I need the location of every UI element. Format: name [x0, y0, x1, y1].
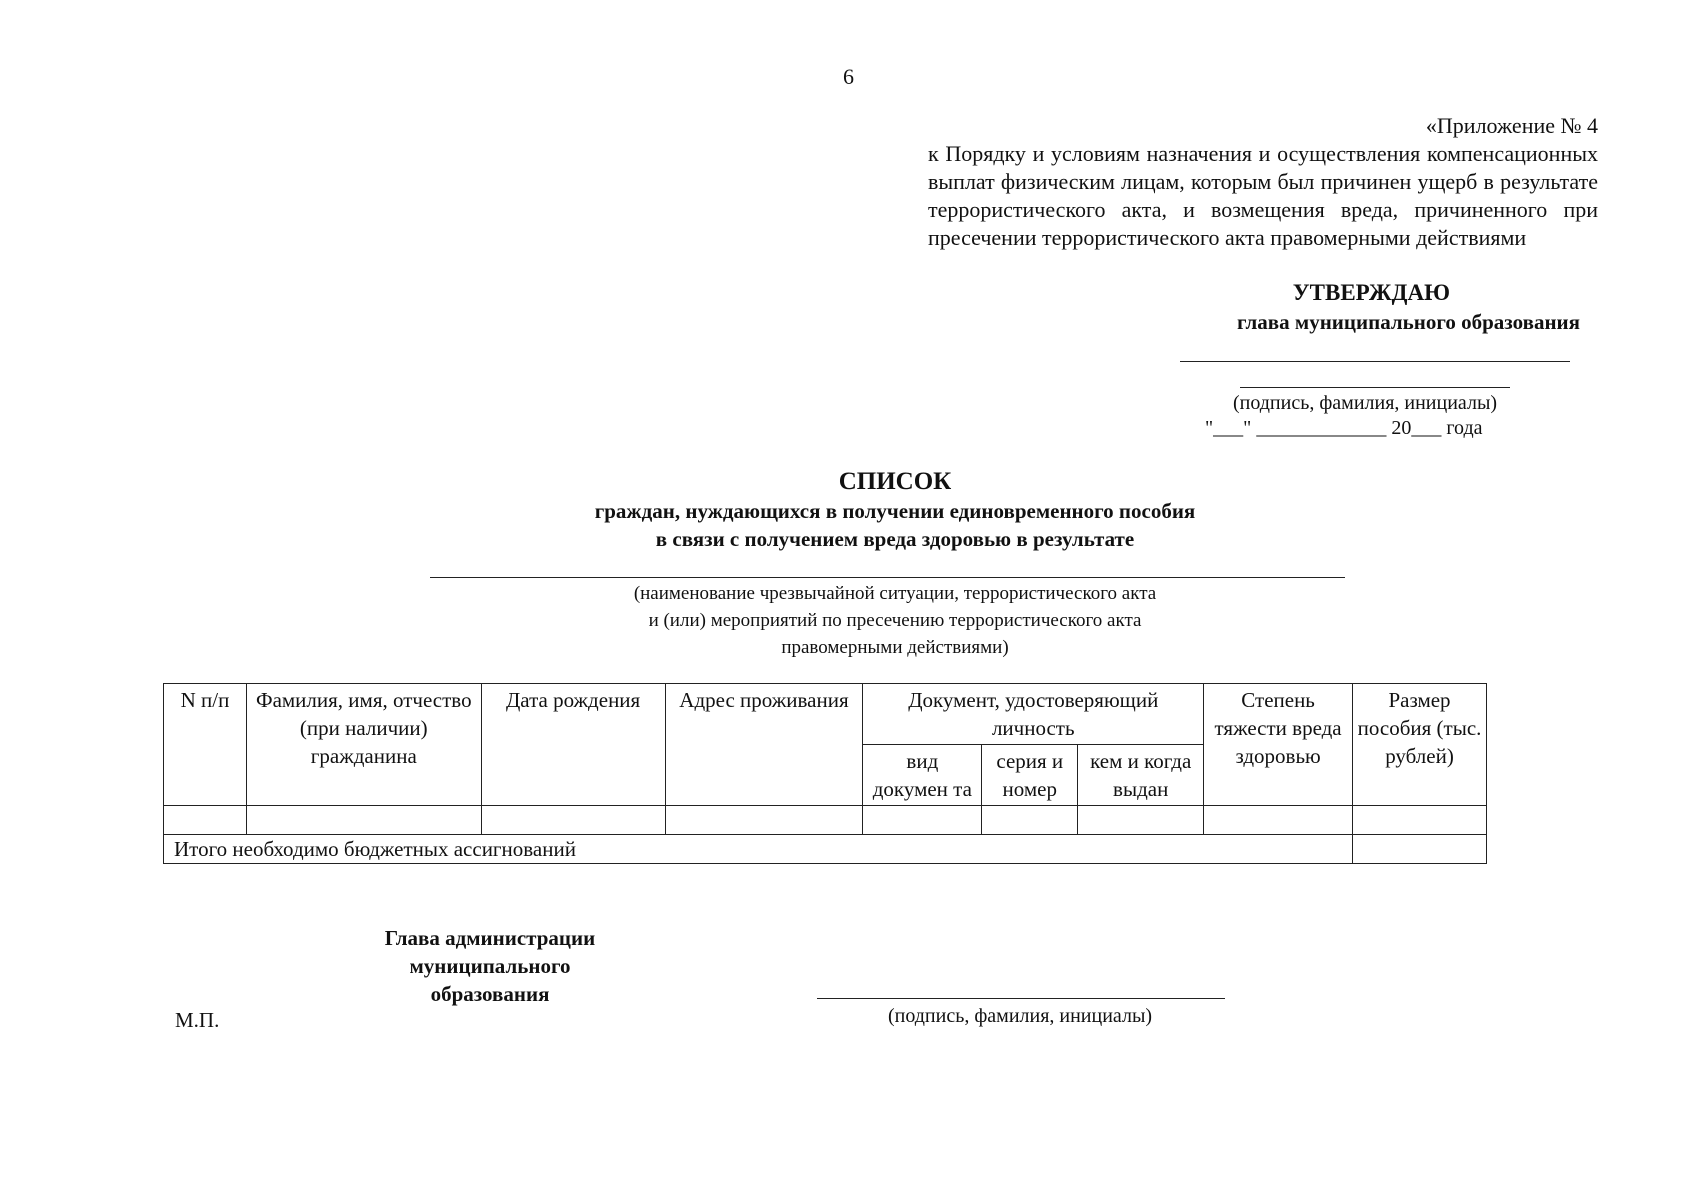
col-severity-header: Степень тяжести вреда здоровью — [1204, 684, 1353, 806]
page-number: 6 — [843, 64, 854, 89]
table-cell[interactable] — [164, 806, 247, 835]
situation-caption-line1: (наименование чрезвычайной ситуации, террористического акта — [633, 583, 1157, 604]
table-cell[interactable] — [1078, 806, 1204, 835]
col-doc-series-header: серия и номер — [982, 745, 1078, 806]
list-subtitle-line2: в связи с получением вреда здоровью в результате — [655, 527, 1135, 551]
head-of-administration — [330, 924, 650, 1008]
table-cell[interactable] — [246, 806, 481, 835]
col-number-header: N п/п — [164, 684, 247, 806]
total-row — [164, 835, 1487, 864]
col-address-header: Адрес проживания — [665, 684, 863, 806]
table-cell[interactable] — [863, 806, 982, 835]
table-cell[interactable] — [982, 806, 1078, 835]
total-amount-cell[interactable] — [1353, 835, 1487, 864]
appendix-block — [928, 112, 1598, 252]
col-doc-type-header: вид докумен та — [863, 745, 982, 806]
approval-title: УТВЕРЖДАЮ — [1292, 280, 1450, 305]
appendix-title: «Приложение № 4 — [1425, 113, 1598, 138]
list-title: СПИСОК — [838, 468, 952, 495]
table-cell[interactable] — [665, 806, 863, 835]
situation-caption — [0, 580, 1697, 661]
approval-date-line: "___" _____________ 20___ года — [1205, 417, 1483, 439]
stamp-place: М.П. — [175, 1008, 220, 1032]
table-cell[interactable] — [1353, 806, 1487, 835]
situation-name-line — [430, 577, 1345, 578]
total-label: Итого необходимо бюджетных ассигнований — [164, 835, 1353, 864]
footer-signature-caption: (подпись, фамилия, инициалы) — [887, 1005, 1153, 1027]
list-subtitle-line1: граждан, нуждающихся в получении единовременного пособия — [594, 499, 1196, 523]
situation-caption-line2: и (или) мероприятий по пресечению террористического акта — [648, 610, 1142, 631]
situation-caption-line3: правомерными действиями) — [781, 637, 1009, 658]
col-doc-issued-header: кем и когда выдан — [1078, 745, 1204, 806]
head-title-line1: Глава администрации — [384, 926, 596, 950]
table-cell[interactable] — [1204, 806, 1353, 835]
table-row — [164, 806, 1487, 835]
col-name-header: Фамилия, имя, отчество (при наличии) гражданина — [246, 684, 481, 806]
approval-signature-caption: (подпись, фамилия, инициалы) — [1232, 392, 1498, 414]
col-birth-header: Дата рождения — [481, 684, 665, 806]
head-title-line3: образования — [430, 982, 550, 1006]
table-cell[interactable] — [481, 806, 665, 835]
approval-signature-line — [1180, 361, 1570, 362]
approval-subtitle: глава муниципального образования — [1237, 310, 1580, 334]
citizens-table — [163, 683, 1487, 864]
appendix-text: к Порядку и условиям назначения и осуществления компенсационных выплат физическим лицам, которым был причинен ущерб в результате террористического акта, и возмещения вреда, причиненного при пресечении террористического акта правомерными действиями — [928, 141, 1598, 250]
col-amount-header: Размер пособия (тыс. рублей) — [1353, 684, 1487, 806]
approval-name-line — [1240, 387, 1510, 388]
head-title-line2: муниципального — [409, 954, 571, 978]
footer-signature-line — [817, 998, 1225, 999]
col-document-header: Документ, удостоверяющий личность — [863, 684, 1204, 745]
